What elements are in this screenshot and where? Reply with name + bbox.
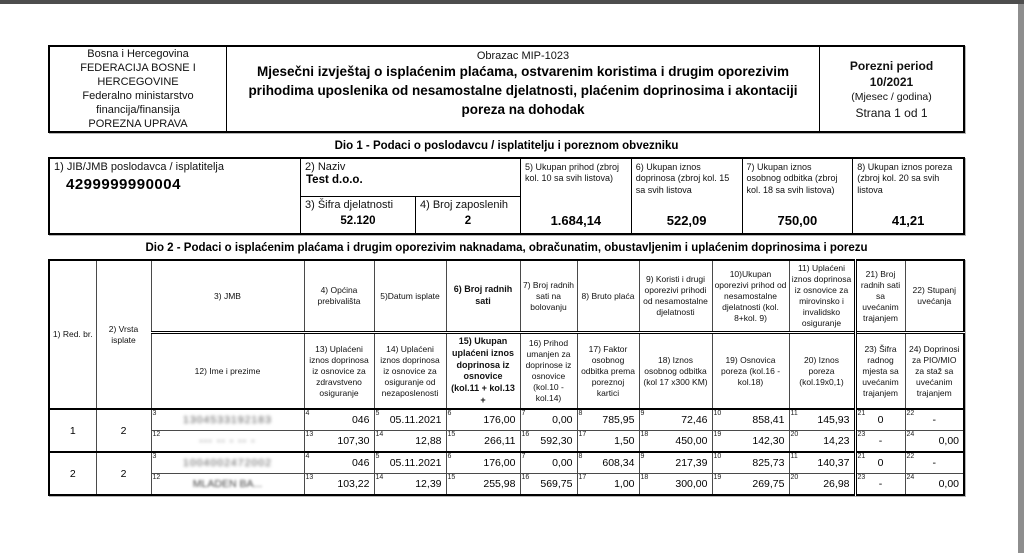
col-prihod-umanjen: 16) Prihod umanjen za doprinose iz osnovice (kol.10 - kol.14) xyxy=(520,333,577,410)
page-number: Strana 1 od 1 xyxy=(855,105,928,120)
form-title-block xyxy=(227,47,819,131)
issuing-authority-block xyxy=(50,47,227,131)
col-sifra-radnog-mjesta: 23) Šifra radnog mjesta sa uvećanim trajanjem xyxy=(855,333,905,410)
col-ukupno-doprinosi: 15) Ukupan uplaćeni iznos doprinosa iz osnovice (kol.11 + kol.13 + xyxy=(446,333,520,410)
ukupan-porez-value: 41,21 xyxy=(891,213,925,228)
dio2-table xyxy=(48,259,965,496)
cell-koristi: 9 217,39 xyxy=(639,452,712,474)
cell-odbitak: 18 450,00 xyxy=(639,431,712,453)
col-broj-radnih-sati: 6) Broj radnih sati xyxy=(446,260,520,333)
cell-sati-uvecano: 21 0 xyxy=(855,452,905,474)
form-title: Mjesečni izvještaj o isplaćenim plaćama, ostvarenim koristima i drugim oporezivim prihodima uposlenika od nesamostalne djelatnosti, plaćenim doprinosima i akontaciji poreza na dohodak xyxy=(248,64,798,117)
employee-row-line2 xyxy=(49,474,964,496)
field-ukupan-prihod: 5) Ukupan prihod (zbroj kol. 10 sa svih listova) 1.684,14 xyxy=(520,159,631,233)
col-datum-isplate: 5)Datum isplate xyxy=(374,260,446,333)
employee-row-line2 xyxy=(49,431,964,453)
cell-ime: 12 --- -- - -- - xyxy=(151,431,304,453)
cell-red-br: 2 xyxy=(49,452,96,495)
dio1-section-title: Dio 1 - Podaci o poslodavcu / isplatitelju i poreznom obvezniku xyxy=(334,140,679,152)
field-sifra-djelatnosti xyxy=(301,197,416,233)
cell-faktor: 17 1,00 xyxy=(577,474,639,496)
col-stupanj-uvecanja: 22) Stupanj uvećanja xyxy=(905,260,964,333)
cell-stupanj: 22 - xyxy=(905,452,964,474)
employee-row xyxy=(49,452,964,474)
col-ukupan-oporezivi: 10)Ukupan oporezivi prihod od nesamostalne djelatnosti (kol. 8+kol. 9) xyxy=(712,260,789,333)
cell-porez: 20 14,23 xyxy=(789,431,855,453)
col-osnovica-poreza: 19) Osnovica poreza (kol.16 - kol.18) xyxy=(712,333,789,410)
col-sati-uvecano: 21) Broj radnih sati sa uvećanim trajanjem xyxy=(855,260,905,333)
form-header xyxy=(48,45,965,133)
col-iznos-odbitka: 18) Iznos osobnog odbitka (kol 17 x300 KM) xyxy=(639,333,712,410)
cell-faktor: 17 1,50 xyxy=(577,431,639,453)
cell-datum: 5 05.11.2021 xyxy=(374,409,446,431)
form-page xyxy=(48,45,965,496)
cell-zdravstveno: 13 107,30 xyxy=(304,431,374,453)
cell-pio-staz: 24 0,00 xyxy=(905,474,964,496)
field-jib xyxy=(50,159,301,233)
cell-opcina: 4 046 xyxy=(304,452,374,474)
cell-ukupan-oporezivi: 10 825,73 xyxy=(712,452,789,474)
cell-sati: 6 176,00 xyxy=(446,452,520,474)
col-pio-staz: 24) Doprinosi za PIO/MIO za staž sa uvećanim trajanjem xyxy=(905,333,964,410)
ukupan-prihod-value: 1.684,14 xyxy=(550,213,602,228)
cell-sifra-radnog: 23 - xyxy=(855,431,905,453)
field-ukupan-odbitak: 7) Ukupan iznos osobnog odbitka (zbroj kol. 18 sa svih listova) 750,00 xyxy=(742,159,853,233)
cell-bolovanje: 7 0,00 xyxy=(520,452,577,474)
cell-sati-uvecano: 21 0 xyxy=(855,409,905,431)
cell-datum: 5 05.11.2021 xyxy=(374,452,446,474)
cell-bruto: 8 608,34 xyxy=(577,452,639,474)
broj-zaposlenih-label: 4) Broj zaposlenih xyxy=(420,199,509,211)
sifra-label: 3) Šifra djelatnosti xyxy=(305,199,394,211)
dio2-section-title: Dio 2 - Podaci o isplaćenim plaćama i drugim oporezivim naknadama, obračunatim, obustavljenim i uplaćenim doprinosima i porezu xyxy=(145,242,868,254)
col-opcina: 4) Općina prebivališta xyxy=(304,260,374,333)
col-koristi: 9) Koristi i drugi oporezivi prihodi od nesamostalne djelatnosti xyxy=(639,260,712,333)
authority-line: financija/finansija xyxy=(96,104,180,117)
ukupan-doprinosi-value: 522,09 xyxy=(666,213,707,228)
cell-bolovanje: 7 0,00 xyxy=(520,409,577,431)
field-ukupan-porez: 8) Ukupan iznos poreza (zbroj kol. 20 sa svih listova 41,21 xyxy=(852,159,963,233)
cell-opcina: 4 046 xyxy=(304,409,374,431)
cell-sati: 6 176,00 xyxy=(446,409,520,431)
cell-red-br: 1 xyxy=(49,409,96,452)
dio1-table xyxy=(48,157,965,235)
field-group-naziv xyxy=(301,159,520,233)
cell-porez: 20 26,98 xyxy=(789,474,855,496)
col-jmb: 3) JMB xyxy=(151,260,304,333)
cell-bruto: 8 785,95 xyxy=(577,409,639,431)
col-iznos-poreza: 20) Iznos poreza (kol.19x0,1) xyxy=(789,333,855,410)
authority-line: FEDERACIJA BOSNE I xyxy=(80,61,196,74)
period-label: Porezni period xyxy=(849,59,934,73)
field-broj-zaposlenih xyxy=(416,197,520,233)
broj-zaposlenih-value: 2 xyxy=(464,215,472,227)
col-vrsta-isplate: 2) Vrsta isplate xyxy=(96,260,151,409)
cell-mio: 11 145,93 xyxy=(789,409,855,431)
cell-koristi: 9 72,46 xyxy=(639,409,712,431)
field-naziv xyxy=(301,159,520,197)
cell-jmb: 3 1004002472002 xyxy=(151,452,304,474)
jib-value: 4299999990004 xyxy=(66,176,181,193)
cell-ukupno-doprinosi: 15 266,11 xyxy=(446,431,520,453)
cell-nezaposlenost: 14 12,88 xyxy=(374,431,446,453)
cell-mio: 11 140,37 xyxy=(789,452,855,474)
tax-period-box xyxy=(819,47,963,131)
naziv-label: 2) Naziv xyxy=(305,161,346,173)
col-sati-bolovanje: 7) Broj radnih sati na bolovanju xyxy=(520,260,577,333)
employee-row xyxy=(49,409,964,431)
cell-vrsta: 2 xyxy=(96,409,151,452)
period-note: (Mjesec / godina) xyxy=(851,91,932,104)
dio2-header-row-2 xyxy=(49,333,964,410)
col-bruto-placa: 8) Bruto plaća xyxy=(577,260,639,333)
authority-line: Bosna i Hercegovina xyxy=(87,47,189,60)
cell-ukupan-oporezivi: 10 858,41 xyxy=(712,409,789,431)
window-top-border xyxy=(0,0,1024,4)
col-ime-prezime: 12) Ime i prezime xyxy=(151,333,304,410)
sifra-value: 52.120 xyxy=(340,215,376,227)
col-faktor-odbitka: 17) Faktor osobnog odbitka prema poreznoj kartici xyxy=(577,333,639,410)
field-ukupan-doprinosi: 6) Ukupan iznos doprinosa (zbroj kol. 15 sa svih listova 522,09 xyxy=(631,159,742,233)
ukupan-odbitak-value: 750,00 xyxy=(777,213,818,228)
cell-prihod-umanjen: 16 569,75 xyxy=(520,474,577,496)
cell-zdravstveno: 13 103,22 xyxy=(304,474,374,496)
col-nezaposlenost: 14) Uplaćeni iznos doprinosa iz osnovice za osiguranje od nezaposlenosti xyxy=(374,333,446,410)
cell-sifra-radnog: 23 - xyxy=(855,474,905,496)
authority-line: Federalno ministarstvo xyxy=(82,90,194,102)
cell-stupanj: 22 - xyxy=(905,409,964,431)
cell-ime: 12 MLADEN BA... xyxy=(151,474,304,496)
authority-line: POREZNA UPRAVA xyxy=(88,118,188,131)
form-code: Obrazac MIP-1023 xyxy=(476,50,570,62)
window-right-edge xyxy=(1018,4,1024,553)
cell-prihod-umanjen: 16 592,30 xyxy=(520,431,577,453)
cell-vrsta: 2 xyxy=(96,452,151,495)
col-zdravstveno: 13) Uplaćeni iznos doprinosa iz osnovice za zdravstveno osiguranje xyxy=(304,333,374,410)
cell-nezaposlenost: 14 12,39 xyxy=(374,474,446,496)
cell-ukupno-doprinosi: 15 255,98 xyxy=(446,474,520,496)
col-red-br: 1) Red. br. xyxy=(49,260,96,409)
cell-pio-staz: 24 0,00 xyxy=(905,431,964,453)
jib-label: 1) JIB/JMB poslodavca / isplatitelja xyxy=(54,161,224,173)
dio2-header-row-1 xyxy=(49,260,964,333)
period-value: 10/2021 xyxy=(869,75,914,90)
cell-jmb: 3 1304533192183 xyxy=(151,409,304,431)
cell-osnovica: 19 142,30 xyxy=(712,431,789,453)
cell-odbitak: 18 300,00 xyxy=(639,474,712,496)
naziv-value: Test d.o.o. xyxy=(306,174,363,186)
col-mio-doprinos: 11) Uplaćeni iznos doprinosa iz osnovice za mirovinsko i invalidsko osiguranje xyxy=(789,260,855,333)
authority-line: HERCEGOVINE xyxy=(97,75,179,88)
cell-osnovica: 19 269,75 xyxy=(712,474,789,496)
